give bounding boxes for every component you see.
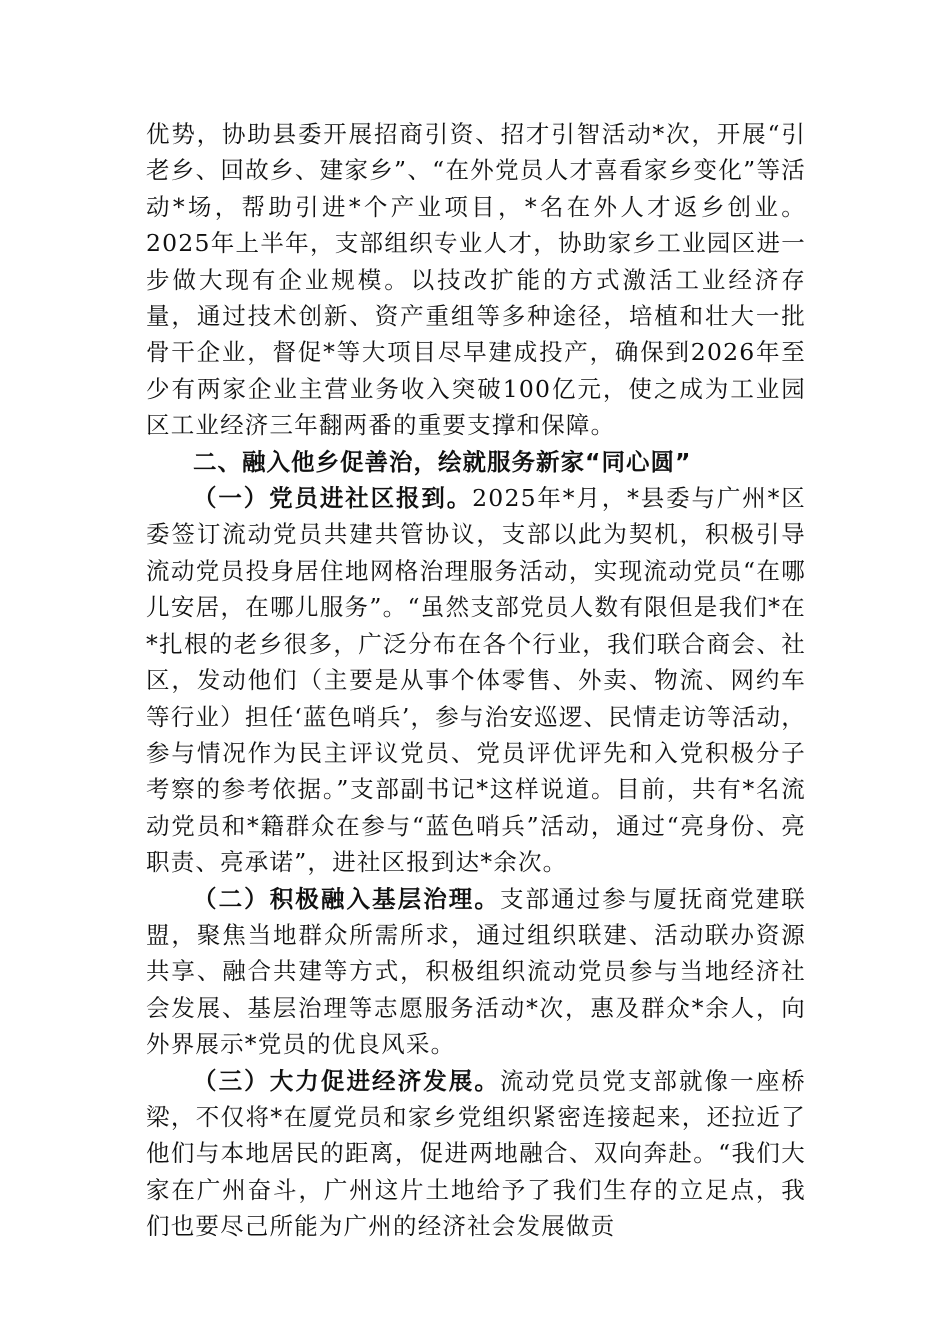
section-heading: 二、融入他乡促善治，绘就服务新家“同心圆”: [193, 447, 692, 476]
item-paragraph-3: [146, 1063, 806, 1245]
item-title-2: （二）积极融入基层治理。: [193, 884, 500, 913]
item-paragraph-2: [146, 881, 806, 1063]
document-body: [146, 116, 806, 1245]
item-title-3: （三）大力促进经济发展。: [193, 1066, 500, 1095]
item-paragraph-1: [146, 480, 806, 880]
item-title-1: （一）党员进社区报到。: [193, 484, 473, 513]
item-body-2: 支部通过参与厦抚商党建联盟，聚焦当地群众所需所求，通过组织联建、活动联办资源共享、融合共建等方式，积极组织流动党员参与当地经济社会发展、基层治理等志愿服务活动*次，惠及群众*余人，向外界展示*党员的优良风采。: [146, 884, 806, 1059]
item-body-3: 流动党员党支部就像一座桥梁，不仅将*在厦党员和家乡党组织紧密连接起来，还拉近了他们与本地居民的距离，促进两地融合、双向奔赴。“我们大家在广州奋斗，广州这片土地给予了我们生存的立足点，我们也要尽己所能为广州的经济社会发展做贡: [146, 1066, 806, 1241]
item-body-1: 2025年*月，*县委与广州*区委签订流动党员共建共管协议，支部以此为契机，积极引导流动党员投身居住地网格治理服务活动，实现流动党员“在哪儿安居，在哪儿服务”。“虽然支部党员人数有限但是我们*在*扎根的老乡很多，广泛分布在各个行业，我们联合商会、社区，发动他们（主要是从事个体零售、外卖、物流、网约车等行业）担任‘蓝色哨兵’，参与治安巡逻、民情走访等活动，参与情况作为民主评议党员、党员评优评先和入党积极分子考察的参考依据。”支部副书记*这样说道。目前，共有*名流动党员和*籍群众在参与“蓝色哨兵”活动，通过“亮身份、亮职责、亮承诺”，进社区报到达*余次。: [146, 484, 806, 877]
paragraph-continuation: 优势，协助县委开展招商引资、招才引智活动*次，开展“引老乡、回故乡、建家乡”、“在外党员人才喜看家乡变化”等活动*场，帮助引进*个产业项目，*名在外人才返乡创业。2025年上半年，支部组织专业人才，协助家乡工业园区进一步做大现有企业规模。以技改扩能的方式激活工业经济存量，通过技术创新、资产重组等多种途径，培植和壮大一批骨干企业，督促*等大项目尽早建成投产，确保到2026年至少有两家企业主营业务收入突破100亿元，使之成为工业园区工业经济三年翻两番的重要支撑和保障。: [146, 120, 806, 440]
